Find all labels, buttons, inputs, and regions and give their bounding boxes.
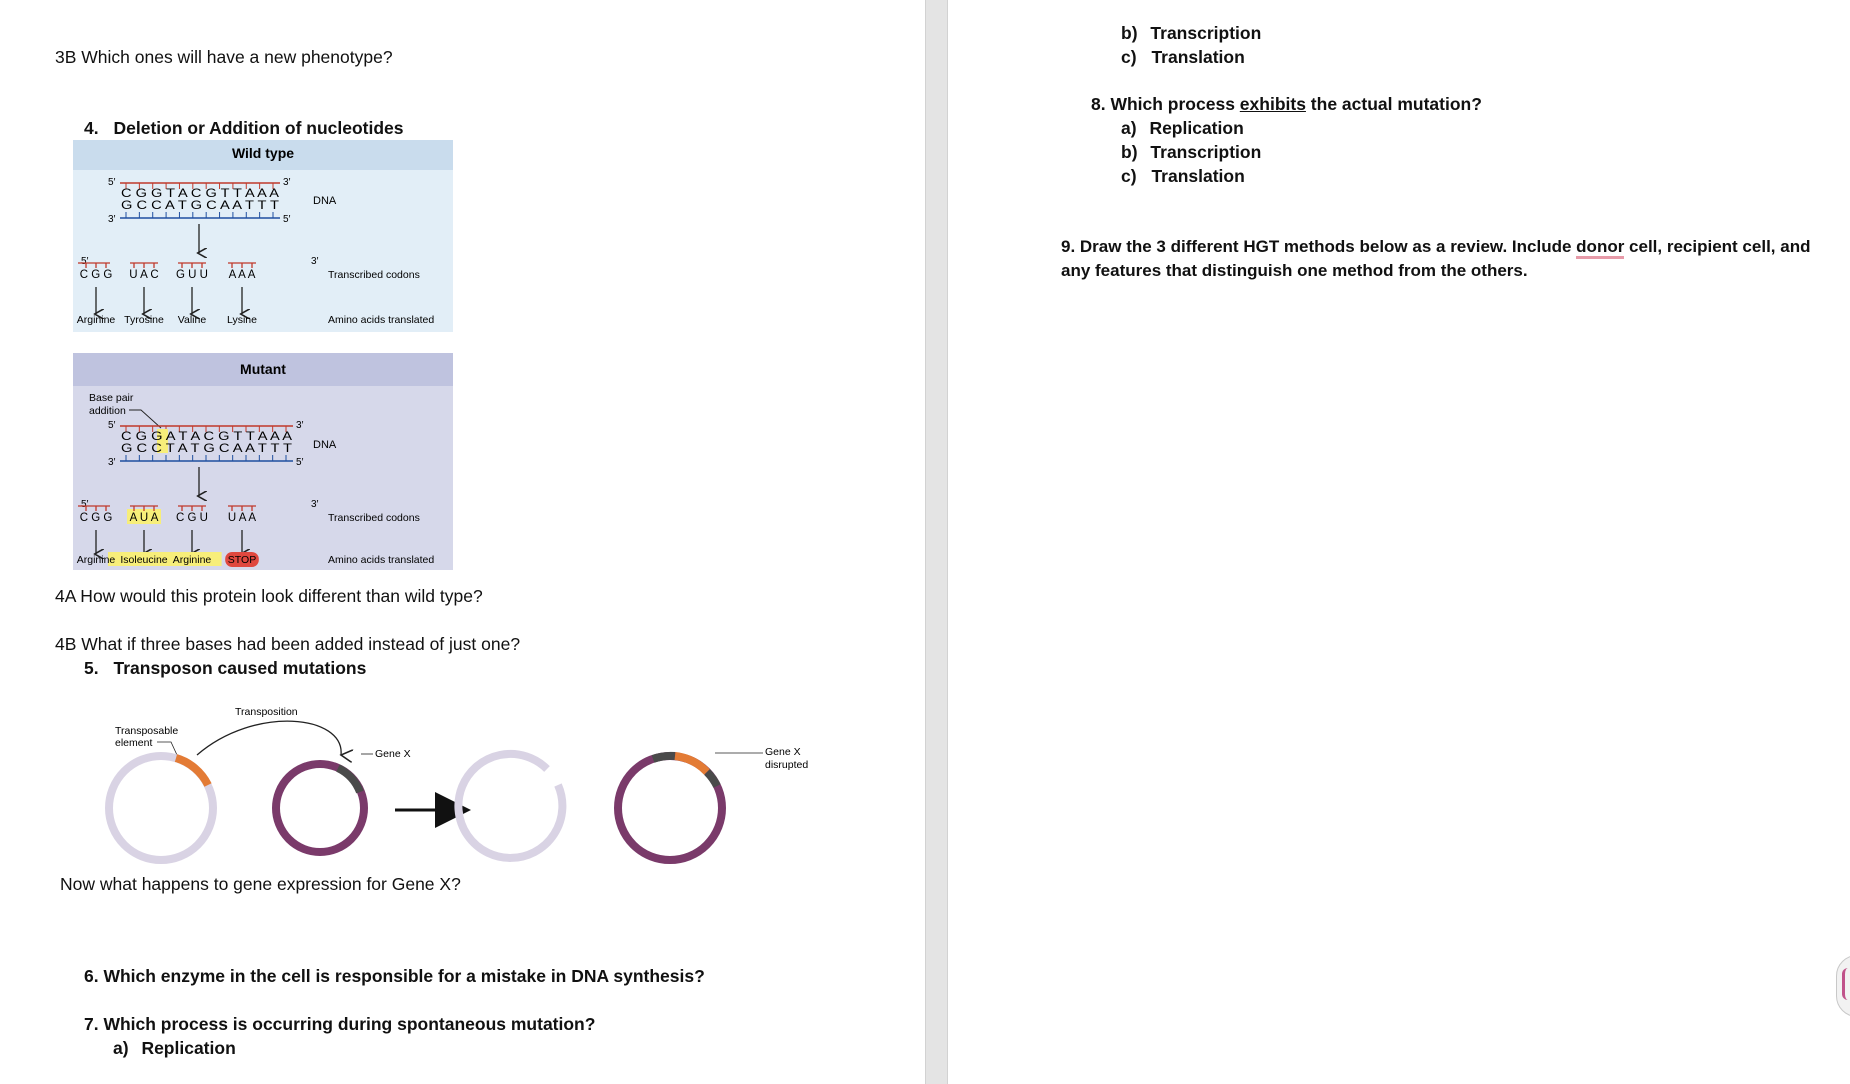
mutation-figure	[73, 140, 458, 570]
base-pair-addition-line1: Base pair	[89, 392, 134, 404]
transposable-element	[176, 758, 208, 785]
question-9-line-2: any features that distinguish one method from the others.	[1061, 261, 1528, 280]
wild-3prime-top: 3′	[283, 177, 291, 188]
wild-amino-acid: Arginine	[76, 314, 116, 326]
wild-amino-acid: Lysine	[227, 314, 257, 326]
question-8	[1091, 93, 1482, 115]
wild-bottom-strand: G C C A T G C A A T T T	[121, 200, 279, 212]
transposon-figure	[95, 700, 835, 870]
question-7-option-a-letter: a)	[113, 1038, 129, 1058]
question-8-option-b	[1121, 141, 1261, 163]
question-5-title: Transposon caused mutations	[113, 658, 367, 678]
question-5-heading	[84, 657, 366, 679]
question-7-option-b-text: Transcription	[1150, 23, 1262, 43]
mutant-codon-5prime: 5′	[81, 499, 89, 510]
question-7-option-a-text: Replication	[141, 1038, 236, 1058]
question-7-option-a	[113, 1037, 236, 1059]
transposable-element-label-line2: element	[115, 737, 153, 749]
transposition-arrow	[197, 721, 341, 755]
gene-x-disrupted-label-line1: Gene X	[765, 746, 801, 758]
wild-codon-5prime: 5′	[81, 256, 89, 267]
question-8-option-a	[1121, 117, 1244, 139]
wild-3prime-bottom: 3′	[108, 214, 116, 225]
wild-codon: G U U	[176, 269, 208, 281]
mutant-5prime-bottom: 5′	[296, 457, 304, 468]
question-8-text-start: 8. Which process	[1091, 94, 1240, 114]
mutant-top-strand: C G G A T A C G T T A A A	[121, 431, 293, 443]
wild-codon-3prime: 3′	[311, 256, 319, 267]
transposition-label: Transposition	[235, 706, 298, 718]
mut-amino-acid: Arginine	[172, 554, 212, 566]
wild-5prime-bottom: 5′	[283, 214, 291, 225]
gene-x-disrupted-label-line2: disrupted	[765, 759, 809, 771]
question-8-option-b-letter: b)	[1121, 142, 1138, 162]
question-9-line-1-end: cell, recipient cell, and	[1624, 237, 1811, 256]
wild-top-strand: C G G T A C G T T A A A	[121, 188, 280, 200]
base-pair-addition-line2: addition	[89, 405, 126, 417]
wild-codon: A A A	[228, 269, 256, 281]
wild-amino-acids-label: Amino acids translated	[328, 314, 435, 326]
wild-5prime-top: 5′	[108, 177, 116, 188]
question-7-option-c	[1121, 46, 1245, 68]
mut-codon: A U A	[129, 512, 159, 524]
mutant-label: Mutant	[240, 361, 286, 377]
mut-codon: C G G	[79, 512, 113, 524]
question-7: 7. Which process is occurring during spontaneous mutation?	[84, 1014, 596, 1034]
document-page-right	[948, 0, 1850, 1084]
question-8-option-c-text: Translation	[1151, 166, 1245, 186]
mutant-amino-acids-label: Amino acids translated	[328, 554, 435, 566]
wild-transcribed-codons-label: Transcribed codons	[328, 269, 420, 281]
wild-dna-label: DNA	[313, 195, 337, 207]
question-7-option-c-text: Translation	[1151, 47, 1245, 67]
inserted-element	[675, 756, 707, 772]
question-3b: 3B Which ones will have a new phenotype?	[55, 47, 393, 67]
mut-amino-acid: Arginine	[76, 554, 116, 566]
question-5-number: 5.	[84, 658, 99, 678]
question-4b: 4B What if three bases had been added instead of just one?	[55, 634, 521, 654]
mutant-dna-label: DNA	[313, 439, 337, 451]
question-4a: 4A How would this protein look different than wild type?	[55, 586, 483, 606]
page-gutter	[925, 0, 948, 1084]
question-9-flagged-word: donor	[1576, 237, 1624, 259]
question-9-line-1-start: 9. Draw the 3 different HGT methods below as a review. Include	[1061, 237, 1577, 256]
scroll-handle-grip-icon	[1842, 968, 1850, 1000]
question-8-option-b-text: Transcription	[1150, 142, 1262, 162]
transposable-element-label-line1: Transposable	[115, 725, 179, 737]
question-8-option-c	[1121, 165, 1245, 187]
question-7-option-b-letter: b)	[1121, 23, 1138, 43]
question-4-number: 4.	[84, 118, 99, 138]
gene-x-segment	[338, 768, 360, 792]
wild-codon: C G G	[79, 269, 113, 281]
gene-expression-question: Now what happens to gene expression for Gene X?	[60, 874, 461, 894]
gene-x-left-part	[653, 756, 675, 759]
question-8-text-end: the actual mutation?	[1305, 94, 1482, 114]
question-8-underlined-word: exhibits	[1239, 94, 1306, 114]
question-7-option-c-letter: c)	[1121, 47, 1137, 67]
question-9-line-1	[1061, 236, 1810, 258]
gene-x-right-part	[707, 772, 717, 786]
question-7-option-b	[1121, 22, 1261, 44]
mutant-bottom-strand: G C C T A T G C A A T T T	[121, 443, 292, 455]
mutant-3prime-bottom: 3′	[108, 457, 116, 468]
mut-amino-acid: Isoleucine	[120, 554, 168, 566]
mutant-5prime-top: 5′	[108, 420, 116, 431]
mut-amino-acid: STOP	[227, 554, 257, 566]
mut-codon: C G U	[176, 512, 208, 524]
mut-codon: U A A	[227, 512, 257, 524]
mutant-transcribed-codons-label: Transcribed codons	[328, 512, 420, 524]
question-4-title: Deletion or Addition of nucleotides	[113, 118, 404, 138]
gene-x-label: Gene X	[375, 748, 411, 760]
mutant-codon-3prime: 3′	[311, 499, 319, 510]
wild-codon: U A C	[129, 269, 159, 281]
wild-type-label: Wild type	[231, 145, 295, 161]
question-8-option-a-letter: a)	[1121, 118, 1137, 138]
question-8-option-c-letter: c)	[1121, 166, 1137, 186]
question-4-heading	[84, 117, 404, 139]
question-6: 6. Which enzyme in the cell is responsible for a mistake in DNA synthesis?	[84, 966, 705, 986]
question-8-option-a-text: Replication	[1149, 118, 1244, 138]
excised-plasmid	[458, 754, 562, 858]
wild-amino-acid: Tyrosine	[124, 314, 164, 326]
mutant-3prime-top: 3′	[296, 420, 304, 431]
wild-amino-acid: Valine	[177, 314, 207, 326]
